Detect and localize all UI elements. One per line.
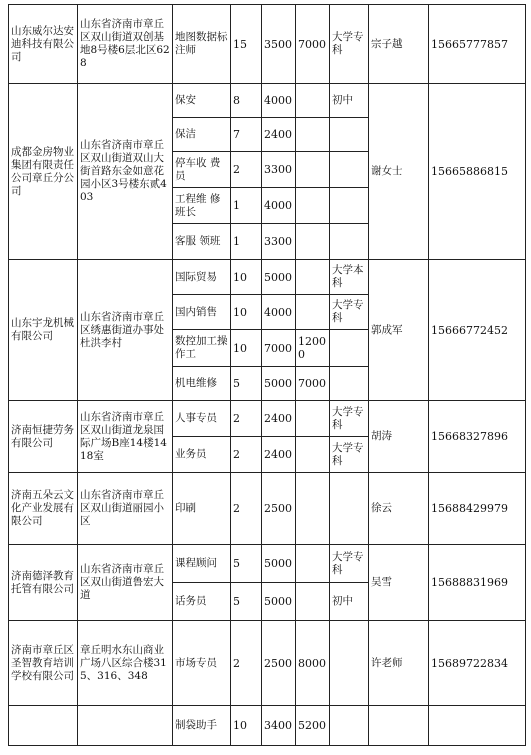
salary-high: 12000: [296, 330, 330, 367]
company-address: 山东省济南市章丘区双山街道鲁宏大道: [78, 545, 173, 621]
salary-low: 4000: [262, 295, 296, 330]
table-row: [9, 545, 526, 583]
salary-low: 3500: [262, 5, 296, 84]
table-row: [9, 473, 526, 545]
company-name: 成都金房物业集团有限责任公司章丘分公司: [9, 84, 78, 260]
salary-high: [296, 473, 330, 545]
salary-low: 5000: [262, 583, 296, 621]
salary-high: [296, 260, 330, 295]
salary-low: 2400: [262, 118, 296, 152]
salary-high: 5200: [296, 706, 330, 746]
education: [330, 367, 369, 401]
job-count: 10: [231, 260, 262, 295]
salary-low: 3300: [262, 152, 296, 188]
contact-person: 郭成军: [369, 260, 429, 401]
job-count: 10: [231, 330, 262, 367]
table-row: [9, 5, 526, 84]
job-title: 国际贸易: [173, 260, 231, 295]
salary-high: [296, 545, 330, 583]
job-listing-table: [8, 4, 526, 746]
salary-low: 5000: [262, 367, 296, 401]
salary-low: 5000: [262, 260, 296, 295]
company-name: 济南恒捷劳务有限公司: [9, 401, 78, 473]
education: 大学本科: [330, 260, 369, 295]
job-title: 客服 领班: [173, 224, 231, 260]
company-address: 山东省济南市章丘区绣惠街道办事处杜洪李村: [78, 260, 173, 401]
contact-phone: 15668327896: [429, 401, 526, 473]
job-count: 1: [231, 188, 262, 224]
salary-high: [296, 152, 330, 188]
education: [330, 118, 369, 152]
job-count: 8: [231, 84, 262, 118]
company-address: 山东省济南市章丘区双山街道双山大街首路东金如意花园小区3号楼东贰403: [78, 84, 173, 260]
salary-high: [296, 583, 330, 621]
education: [330, 330, 369, 367]
job-title: 数控加工操作工: [173, 330, 231, 367]
job-title: 市场专员: [173, 621, 231, 706]
salary-high: [296, 295, 330, 330]
salary-high: [296, 118, 330, 152]
salary-low: 2500: [262, 621, 296, 706]
contact-person: 谢女士: [369, 84, 429, 260]
job-count: 5: [231, 545, 262, 583]
table-row: [9, 621, 526, 706]
job-count: 5: [231, 367, 262, 401]
job-count: 2: [231, 621, 262, 706]
table-row: [9, 260, 526, 295]
contact-person: [369, 706, 429, 746]
salary-high: [296, 84, 330, 118]
table-row: [9, 401, 526, 437]
job-title: 印刷: [173, 473, 231, 545]
salary-high: 7000: [296, 367, 330, 401]
job-count: 10: [231, 706, 262, 746]
job-title: 国内销售: [173, 295, 231, 330]
salary-high: [296, 401, 330, 437]
job-count: 2: [231, 401, 262, 437]
contact-person: 胡涛: [369, 401, 429, 473]
contact-phone: 15665777857: [429, 5, 526, 84]
education: 大学专科: [330, 401, 369, 437]
contact-phone: 15665886815: [429, 84, 526, 260]
table-row: [9, 84, 526, 118]
salary-low: 2400: [262, 437, 296, 473]
education: 大学专科: [330, 437, 369, 473]
job-title: 保洁: [173, 118, 231, 152]
job-count: 15: [231, 5, 262, 84]
contact-phone: [429, 706, 526, 746]
education: [330, 706, 369, 746]
education: 大学专科: [330, 295, 369, 330]
job-count: 2: [231, 437, 262, 473]
contact-phone: 15688429979: [429, 473, 526, 545]
contact-person: 许老师: [369, 621, 429, 706]
job-title: 机电维修: [173, 367, 231, 401]
job-title: 人事专员: [173, 401, 231, 437]
contact-person: 徐云: [369, 473, 429, 545]
company-name: 济南五朵云文化产业发展有限公司: [9, 473, 78, 545]
job-count: 2: [231, 152, 262, 188]
salary-low: 5000: [262, 545, 296, 583]
job-title: 话务员: [173, 583, 231, 621]
salary-high: 8000: [296, 621, 330, 706]
contact-person: 宗子越: [369, 5, 429, 84]
job-count: 1: [231, 224, 262, 260]
education: 初中: [330, 84, 369, 118]
job-title: 保安: [173, 84, 231, 118]
salary-low: 3300: [262, 224, 296, 260]
salary-high: [296, 437, 330, 473]
education: [330, 224, 369, 260]
salary-low: 7000: [262, 330, 296, 367]
salary-low: 2400: [262, 401, 296, 437]
job-count: 5: [231, 583, 262, 621]
company-address: 山东省济南市章丘区双山街道丽园小区: [78, 473, 173, 545]
job-title: 课程顾问: [173, 545, 231, 583]
salary-low: 3400: [262, 706, 296, 746]
job-title: 工程维 修班长: [173, 188, 231, 224]
job-count: 2: [231, 473, 262, 545]
education: 初中: [330, 583, 369, 621]
job-title: 停车收 费员: [173, 152, 231, 188]
contact-phone: 15688831969: [429, 545, 526, 621]
company-address: 山东省济南市章丘区双山街道龙泉国际广场B座14楼1418室: [78, 401, 173, 473]
salary-low: 2500: [262, 473, 296, 545]
job-title: 业务员: [173, 437, 231, 473]
education: [330, 473, 369, 545]
education: [330, 152, 369, 188]
company-name: 济南德泽教育托管有限公司: [9, 545, 78, 621]
job-count: 7: [231, 118, 262, 152]
contact-phone: 15689722834: [429, 621, 526, 706]
education: [330, 188, 369, 224]
contact-person: 吴雪: [369, 545, 429, 621]
education: [330, 621, 369, 706]
company-name: 济南市章丘区圣智教育培训学校有限公司: [9, 621, 78, 706]
salary-high: [296, 224, 330, 260]
company-name: [9, 706, 78, 746]
company-address: 山东省济南市章丘区双山街道双创基地8号楼6层北区628: [78, 5, 173, 84]
job-title: 制袋助手: [173, 706, 231, 746]
job-title: 地图数据标注师: [173, 5, 231, 84]
salary-high: 7000: [296, 5, 330, 84]
job-count: 10: [231, 295, 262, 330]
contact-phone: 15666772452: [429, 260, 526, 401]
company-address: [78, 706, 173, 746]
company-name: 山东宇龙机械有限公司: [9, 260, 78, 401]
education: 大学专科: [330, 5, 369, 84]
company-name: 山东威尔达安迪科技有限公司: [9, 5, 78, 84]
salary-low: 4000: [262, 188, 296, 224]
salary-low: 4000: [262, 84, 296, 118]
table-row: [9, 706, 526, 746]
company-address: 章丘明水东山商业广场八区综合楼315、316、348: [78, 621, 173, 706]
education: 大学专科: [330, 545, 369, 583]
salary-high: [296, 188, 330, 224]
